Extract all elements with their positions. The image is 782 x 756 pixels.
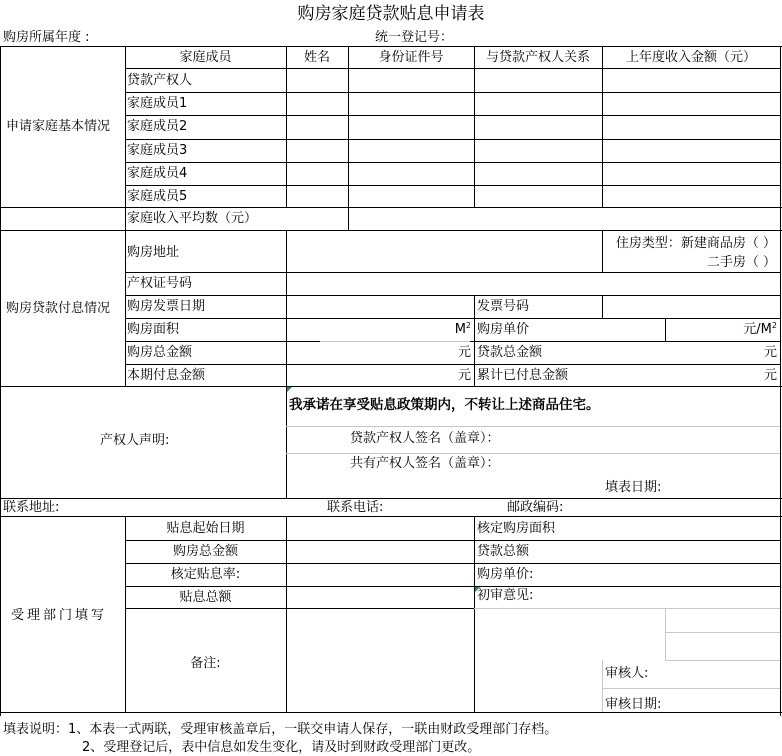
declaration-statement: 我承诺在享受贴息政策期内，不转让上述商品住宅。	[289, 397, 600, 413]
notes-line-2: 2、受理登记后，表中信息如发生变化，请及时到财政受理部门更改。	[82, 740, 481, 755]
subsidy-total-label: 贴息总额	[179, 590, 232, 605]
initial-opinion-label: 初审意见:	[477, 588, 534, 603]
column-header-id: 身份证件号	[378, 50, 444, 65]
column-header-income: 上年度收入金额（元）	[625, 50, 756, 65]
loan-section-label: 购房贷款付息情况	[6, 301, 111, 316]
loan-total-unit: 元	[763, 345, 777, 360]
dept-section-label: 受理部门填写	[11, 608, 108, 623]
dept-total-price-label: 购房总金额	[172, 544, 238, 559]
review-date-label: 审核日期:	[605, 697, 662, 712]
avg-income-label: 家庭收入平均数（元）	[127, 211, 258, 226]
notes-line-1: 填表说明：1、本表一式两联，受理审核盖章后，一联交申请人保存，一联由财政受理部门存档。	[3, 722, 558, 737]
invoice-date-label: 购房发票日期	[127, 299, 206, 314]
co-owner-signature-label: 共有产权人签名（盖章）：	[350, 456, 500, 471]
contact-address-label: 联系地址:	[3, 500, 60, 515]
family-row-member4: 家庭成员4	[127, 166, 188, 181]
cum-interest-unit: 元	[763, 368, 777, 383]
contact-phone-label: 联系电话:	[327, 500, 384, 515]
owner-signature-label: 贷款产权人签名（盖章）：	[350, 431, 500, 446]
unit-price-unit: 元$/M^2$	[743, 321, 777, 337]
family-row-member2: 家庭成员2	[127, 119, 188, 134]
year-label: 购房所属年度 :	[3, 30, 90, 45]
house-type-label: 住房类型：新建商品房（ ）	[615, 236, 776, 251]
reviewer-label: 审核人:	[605, 666, 649, 681]
column-header-name: 姓名	[303, 50, 330, 65]
registration-label: 统一登记号：	[375, 30, 454, 45]
total-price-unit: 元	[457, 345, 471, 360]
dept-unit-price-label: 购房单价:	[477, 567, 534, 582]
area-unit: $M^2$	[454, 321, 471, 337]
invoice-no-label: 发票号码	[477, 299, 530, 314]
remark-label: 备注:	[190, 656, 221, 671]
family-row-owner: 贷款产权人	[127, 73, 193, 88]
cum-interest-label: 累计已付息金额	[477, 368, 569, 383]
cert-label: 产权证号码	[127, 276, 193, 291]
page-title: 购房家庭贷款贴息申请表	[297, 4, 485, 24]
house-type-second: 二手房（ ）	[706, 255, 776, 270]
loan-total-label: 贷款总金额	[477, 345, 543, 360]
family-section-label: 申请家庭基本情况	[6, 119, 111, 134]
family-row-member3: 家庭成员3	[127, 143, 188, 158]
interest-label: 本期付息金额	[127, 368, 206, 383]
approved-rate-label: 核定贴息率:	[170, 567, 241, 582]
fill-date-label: 填表日期:	[605, 480, 662, 495]
address-label: 购房地址	[127, 245, 180, 260]
unit-price-label: 购房单价	[477, 322, 530, 337]
area-label: 购房面积	[127, 322, 180, 337]
dept-loan-total-label: 贷款总额	[477, 544, 530, 559]
column-header-relation: 与贷款产权人关系	[485, 50, 590, 65]
postal-code-label: 邮政编码:	[507, 500, 564, 515]
interest-unit: 元	[457, 368, 471, 383]
family-row-member5: 家庭成员5	[127, 189, 188, 204]
subsidy-start-date-label: 贴息起始日期	[166, 521, 245, 536]
approved-area-label: 核定购房面积	[477, 521, 556, 536]
column-header-member: 家庭成员	[179, 50, 232, 65]
family-row-member1: 家庭成员1	[127, 96, 188, 111]
declaration-label: 产权人声明:	[100, 433, 170, 448]
total-price-label: 购房总金额	[127, 345, 193, 360]
